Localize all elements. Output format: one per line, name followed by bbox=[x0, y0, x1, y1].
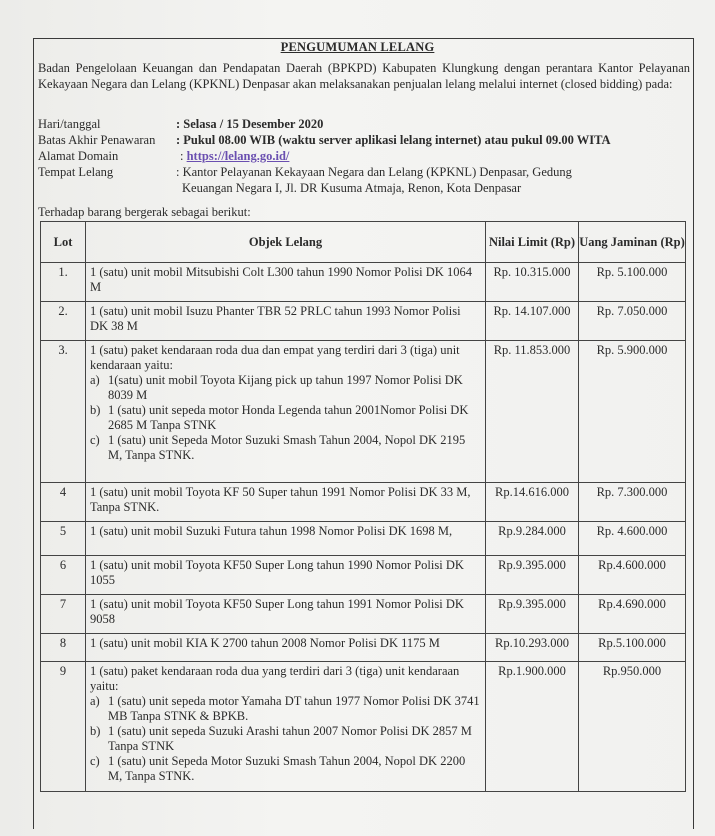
lot-number: 9 bbox=[41, 662, 86, 792]
lot-sub-item-text: 1 (satu) unit Sepeda Motor Suzuki Smash Tahun 2004, Nopol DK 2200 M, Tanpa STNK. bbox=[108, 754, 466, 783]
lot-sub-item-label: a) bbox=[90, 694, 100, 708]
lot-number: 2. bbox=[41, 302, 86, 341]
lot-sub-item bbox=[90, 403, 481, 433]
nilai-limit: Rp.9.395.000 bbox=[486, 595, 579, 634]
info-batas-value: : Pukul 08.00 WIB (waktu server aplikasi lelang internet) atau pukul 09.00 WITA bbox=[176, 133, 611, 147]
nilai-limit: Rp.9.395.000 bbox=[486, 556, 579, 595]
lot-sub-item-label: b) bbox=[90, 724, 101, 738]
lot-description-cell bbox=[86, 634, 486, 662]
lot-description: 1 (satu) unit mobil Mitsubishi Colt L300 tahun 1990 Nomor Polisi DK 1064 M bbox=[90, 265, 472, 294]
nilai-limit: Rp. 11.853.000 bbox=[486, 341, 579, 483]
header-jaminan: Uang Jaminan (Rp) bbox=[579, 222, 686, 263]
lot-sub-item-text: 1 (satu) unit sepeda Suzuki Arashi tahun 2007 Nomor Polisi DK 2857 M Tanpa STNK bbox=[108, 724, 472, 753]
lot-sub-item-text: 1(satu) unit mobil Toyota Kijang pick up tahun 1997 Nomor Polisi DK 8039 M bbox=[108, 373, 463, 402]
table-row bbox=[41, 595, 686, 634]
info-tempat-value-2: Keuangan Negara I, Jl. DR Kusuma Atmaja, Renon, Kota Denpasar bbox=[182, 181, 522, 195]
uang-jaminan: Rp.4.600.000 bbox=[579, 556, 686, 595]
lot-description: 1 (satu) paket kendaraan roda dua dan empat yang terdiri dari 3 (tiga) unit kendaraan yaitu: bbox=[90, 343, 460, 372]
info-domain-label: Alamat Domain bbox=[38, 149, 119, 163]
lot-sub-item-label: c) bbox=[90, 433, 100, 447]
lot-sub-item bbox=[90, 433, 481, 463]
lot-description: 1 (satu) paket kendaraan roda dua yang terdiri dari 3 (tiga) unit kendaraan yaitu: bbox=[90, 664, 460, 693]
uang-jaminan: Rp. 7.300.000 bbox=[579, 483, 686, 522]
nilai-limit: Rp.1.900.000 bbox=[486, 662, 579, 792]
uang-jaminan: Rp. 5.100.000 bbox=[579, 263, 686, 302]
lot-sub-item-text: 1 (satu) unit sepeda motor Yamaha DT tahun 1977 Nomor Polisi DK 3741 MB Tanpa STNK & BPKB. bbox=[108, 694, 480, 723]
uang-jaminan: Rp. 5.900.000 bbox=[579, 341, 686, 483]
nilai-limit: Rp.14.616.000 bbox=[486, 483, 579, 522]
lot-number: 1. bbox=[41, 263, 86, 302]
lot-sub-item bbox=[90, 373, 481, 403]
lot-description-cell bbox=[86, 595, 486, 634]
table-row bbox=[41, 263, 686, 302]
lot-number: 5 bbox=[41, 522, 86, 556]
lot-description-cell bbox=[86, 263, 486, 302]
lot-description: 1 (satu) unit mobil Isuzu Phanter TBR 52 PRLC tahun 1993 Nomor Polisi DK 38 M bbox=[90, 304, 461, 333]
lot-description-cell bbox=[86, 662, 486, 792]
domain-link[interactable]: https://lelang.go.id/ bbox=[186, 149, 290, 163]
lot-number: 3. bbox=[41, 341, 86, 483]
nilai-limit: Rp. 10.315.000 bbox=[486, 263, 579, 302]
uang-jaminan: Rp. 7.050.000 bbox=[579, 302, 686, 341]
info-hari-value: : Selasa / 15 Desember 2020 bbox=[176, 117, 324, 131]
lot-number: 6 bbox=[41, 556, 86, 595]
lot-sub-item bbox=[90, 694, 481, 724]
lot-description-cell bbox=[86, 556, 486, 595]
lot-sub-item bbox=[90, 724, 481, 754]
info-tempat-value-1: : Kantor Pelayanan Kekayaan Negara dan Lelang (KPKNL) Denpasar, Gedung bbox=[176, 165, 572, 179]
info-hari-label: Hari/tanggal bbox=[38, 117, 101, 131]
lot-description-cell bbox=[86, 483, 486, 522]
lot-sub-item-text: 1 (satu) unit Sepeda Motor Suzuki Smash Tahun 2004, Nopol DK 2195 M, Tanpa STNK. bbox=[108, 433, 466, 462]
lot-number: 8 bbox=[41, 634, 86, 662]
lot-number: 4 bbox=[41, 483, 86, 522]
lot-description: 1 (satu) unit mobil KIA K 2700 tahun 2008 Nomor Polisi DK 1175 M bbox=[90, 636, 440, 650]
lot-description-cell bbox=[86, 302, 486, 341]
nilai-limit: Rp. 14.107.000 bbox=[486, 302, 579, 341]
lot-sub-item-label: b) bbox=[90, 403, 101, 417]
uang-jaminan: Rp.950.000 bbox=[579, 662, 686, 792]
lot-sub-item-label: a) bbox=[90, 373, 100, 387]
table-header-row bbox=[41, 222, 686, 263]
table-row bbox=[41, 634, 686, 662]
lot-description: 1 (satu) unit mobil Suzuki Futura tahun 1998 Nomor Polisi DK 1698 M, bbox=[90, 524, 453, 538]
info-tempat-label: Tempat Lelang bbox=[38, 165, 114, 179]
table-row bbox=[41, 662, 686, 792]
table-row bbox=[41, 556, 686, 595]
lot-description: 1 (satu) unit mobil Toyota KF50 Super Long tahun 1990 Nomor Polisi DK 1055 bbox=[90, 558, 464, 587]
lot-sub-item bbox=[90, 754, 481, 784]
lot-description: 1 (satu) unit mobil Toyota KF50 Super Long tahun 1991 Nomor Polisi DK 9058 bbox=[90, 597, 464, 626]
table-row bbox=[41, 483, 686, 522]
lot-number: 7 bbox=[41, 595, 86, 634]
document-title: PENGUMUMAN LELANG bbox=[280, 40, 435, 54]
table-row bbox=[41, 302, 686, 341]
nilai-limit: Rp.9.284.000 bbox=[486, 522, 579, 556]
lot-sub-item-label: c) bbox=[90, 754, 100, 768]
table-subheading: Terhadap barang bergerak sebagai berikut: bbox=[38, 205, 251, 219]
table-row bbox=[41, 522, 686, 556]
uang-jaminan: Rp.5.100.000 bbox=[579, 634, 686, 662]
uang-jaminan: Rp.4.690.000 bbox=[579, 595, 686, 634]
lot-sub-item-text: 1 (satu) unit sepeda motor Honda Legenda tahun 2001Nomor Polisi DK 2685 M Tanpa STNK bbox=[108, 403, 469, 432]
lot-description: 1 (satu) unit mobil Toyota KF 50 Super tahun 1991 Nomor Polisi DK 33 M, Tanpa STNK. bbox=[90, 485, 471, 514]
lot-description-cell bbox=[86, 341, 486, 483]
info-domain-value: : https://lelang.go.id/ bbox=[180, 149, 290, 163]
auction-table bbox=[40, 221, 686, 792]
header-objek: Objek Lelang bbox=[86, 222, 486, 263]
info-batas-label: Batas Akhir Penawaran bbox=[38, 133, 156, 147]
uang-jaminan: Rp. 4.600.000 bbox=[579, 522, 686, 556]
intro-paragraph: Badan Pengelolaan Keuangan dan Pendapatan Daerah (BPKPD) Kabupaten Klungkung dengan perantara Kantor Pelayanan Kekayaan Negara dan Lelang (KPKNL) Denpasar akan melaksanakan penjualan lelang melalui internet (closed bidding) pada: bbox=[38, 61, 690, 91]
header-nilai: Nilai Limit (Rp) bbox=[486, 222, 579, 263]
nilai-limit: Rp.10.293.000 bbox=[486, 634, 579, 662]
table-row bbox=[41, 341, 686, 483]
header-lot: Lot bbox=[41, 222, 86, 263]
lot-description-cell bbox=[86, 522, 486, 556]
